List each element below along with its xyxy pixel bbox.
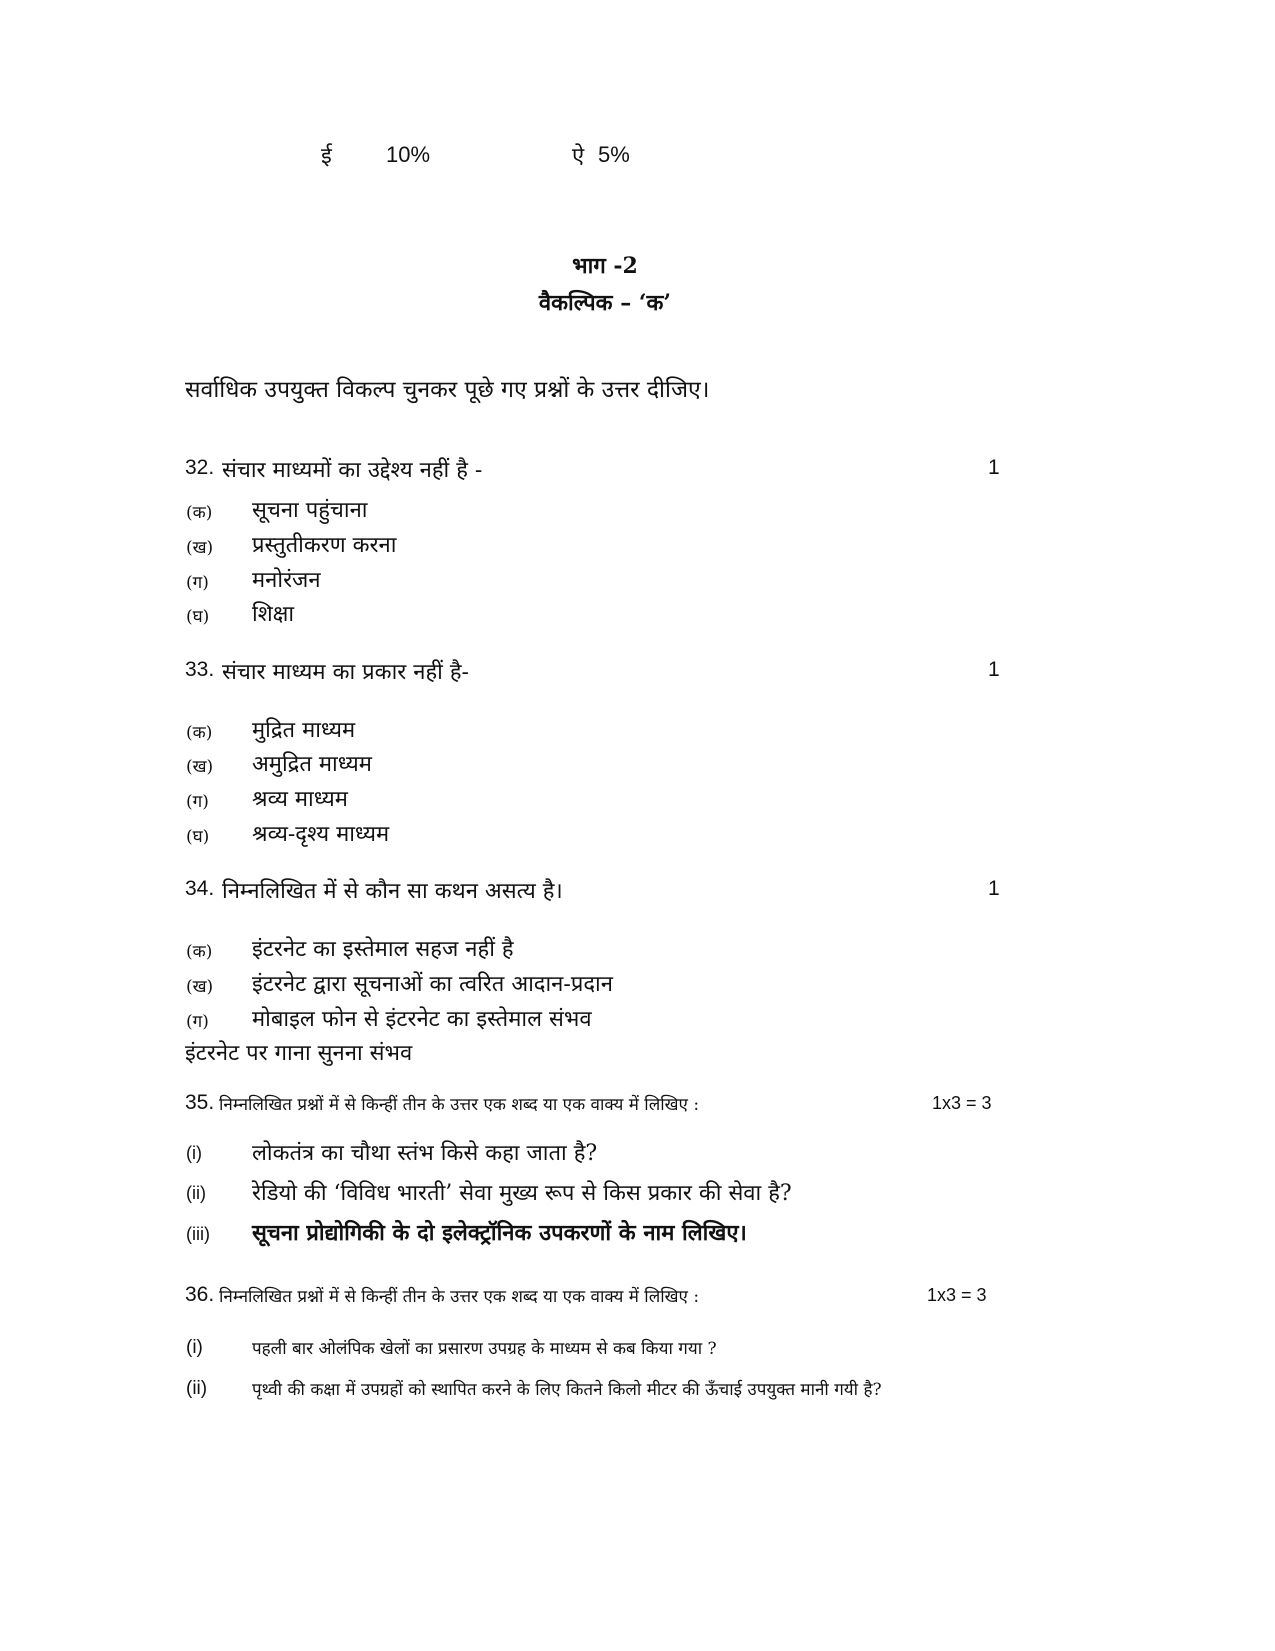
q32-number: 32.	[185, 456, 215, 479]
q32-marks: 1	[988, 456, 1000, 479]
q32-option-label: (क)	[186, 503, 213, 523]
option-e-value: 10%	[386, 142, 431, 167]
q35-item-label: (i)	[186, 1143, 202, 1163]
q35-marks: 1x3 = 3	[932, 1093, 992, 1113]
section-subtitle: वैकल्पिक – ‘क’	[538, 290, 672, 316]
q32-option-label: (घ)	[186, 607, 210, 627]
option-e-label: ई	[321, 144, 332, 169]
q35-text: निम्नलिखित प्रश्नों में से किन्हीं तीन के उत्तर एक शब्द या एक वाक्य में लिखिए :	[219, 1095, 700, 1115]
q35-number: 35.	[185, 1091, 215, 1114]
q34-option-text: इंटरनेट का इस्तेमाल सहज नहीं है	[252, 937, 514, 962]
q36-text: निम्नलिखित प्रश्नों में से किन्हीं तीन के उत्तर एक शब्द या एक वाक्य में लिखिए :	[219, 1287, 700, 1307]
q32-option-text: सूचना पहुंचाना	[252, 498, 368, 523]
q33-option-text: मुद्रित माध्यम	[252, 718, 356, 743]
q34-option-text: मोबाइल फोन से इंटरनेट का इस्तेमाल संभव	[252, 1007, 592, 1032]
q34-option-label: (ख)	[186, 977, 214, 997]
q35-item-text: रेडियो की ‘विविध भारती’ सेवा मुख्य रूप से किस प्रकार की सेवा है?	[252, 1181, 792, 1206]
q32-option-text: मनोरंजन	[252, 568, 321, 593]
q32-text: संचार माध्यमों का उद्देश्य नहीं है -	[222, 458, 483, 483]
q34-option-label: (क)	[186, 942, 213, 962]
q33-option-label: (घ)	[186, 827, 210, 847]
instruction-text: सर्वाधिक उपयुक्त विकल्प चुनकर पूछे गए प्रश्नों के उत्तर दीजिए।	[185, 377, 710, 403]
q34-option-text: इंटरनेट द्वारा सूचनाओं का त्वरित आदान-प्रदान	[252, 972, 613, 997]
q32-option-label: (ख)	[186, 538, 214, 558]
q33-marks: 1	[988, 658, 1000, 681]
option-ai-label: ऐ	[572, 144, 585, 169]
q34-option-label: (ग)	[186, 1012, 209, 1032]
q33-option-text: अमुद्रित माध्यम	[252, 752, 372, 777]
q36-item-label: (i)	[186, 1337, 203, 1358]
q34-text: निम्नलिखित में से कौन सा कथन असत्य है।	[222, 879, 563, 904]
q36-marks: 1x3 = 3	[927, 1285, 987, 1305]
q34-marks: 1	[988, 877, 1000, 900]
q33-option-label: (क)	[186, 723, 213, 743]
q32-option-label: (ग)	[186, 573, 209, 593]
q35-item-text: लोकतंत्र का चौथा स्तंभ किसे कहा जाता है?	[252, 1141, 598, 1166]
q34-number: 34.	[185, 877, 215, 900]
q34-option-text: इंटरनेट पर गाना सुनना संभव	[185, 1041, 413, 1066]
q35-item-label: (ii)	[186, 1183, 206, 1203]
section-title: भाग -2	[572, 253, 638, 279]
q35-item-text: सूचना प्रोद्योगिकी के दो इलेक्ट्रॉनिक उपकरणों के नाम लिखिए।	[252, 1220, 747, 1246]
q32-option-text: प्रस्तुतीकरण करना	[252, 533, 397, 558]
option-ai-value: 5%	[598, 142, 630, 167]
q33-option-label: (ख)	[186, 757, 214, 777]
q33-number: 33.	[185, 658, 215, 681]
q33-text: संचार माध्यम का प्रकार नहीं है-	[222, 660, 469, 685]
q36-item-label: (ii)	[186, 1378, 208, 1399]
q36-item-text: पृथ्वी की कक्षा में उपग्रहों को स्थापित करने के लिए कितने किलो मीटर की ऊँचाई उपयुक्त मानी गयी है?	[252, 1380, 882, 1400]
q35-item-label: (iii)	[186, 1224, 210, 1244]
q33-option-label: (ग)	[186, 792, 209, 812]
q32-option-text: शिक्षा	[252, 602, 295, 627]
q36-item-text: पहली बार ओलंपिक खेलों का प्रसारण उपग्रह के माध्यम से कब किया गया ?	[252, 1339, 717, 1359]
q33-option-text: श्रव्य माध्यम	[252, 787, 348, 812]
q33-option-text: श्रव्य-दृश्य माध्यम	[252, 822, 390, 847]
q36-number: 36.	[185, 1283, 215, 1306]
